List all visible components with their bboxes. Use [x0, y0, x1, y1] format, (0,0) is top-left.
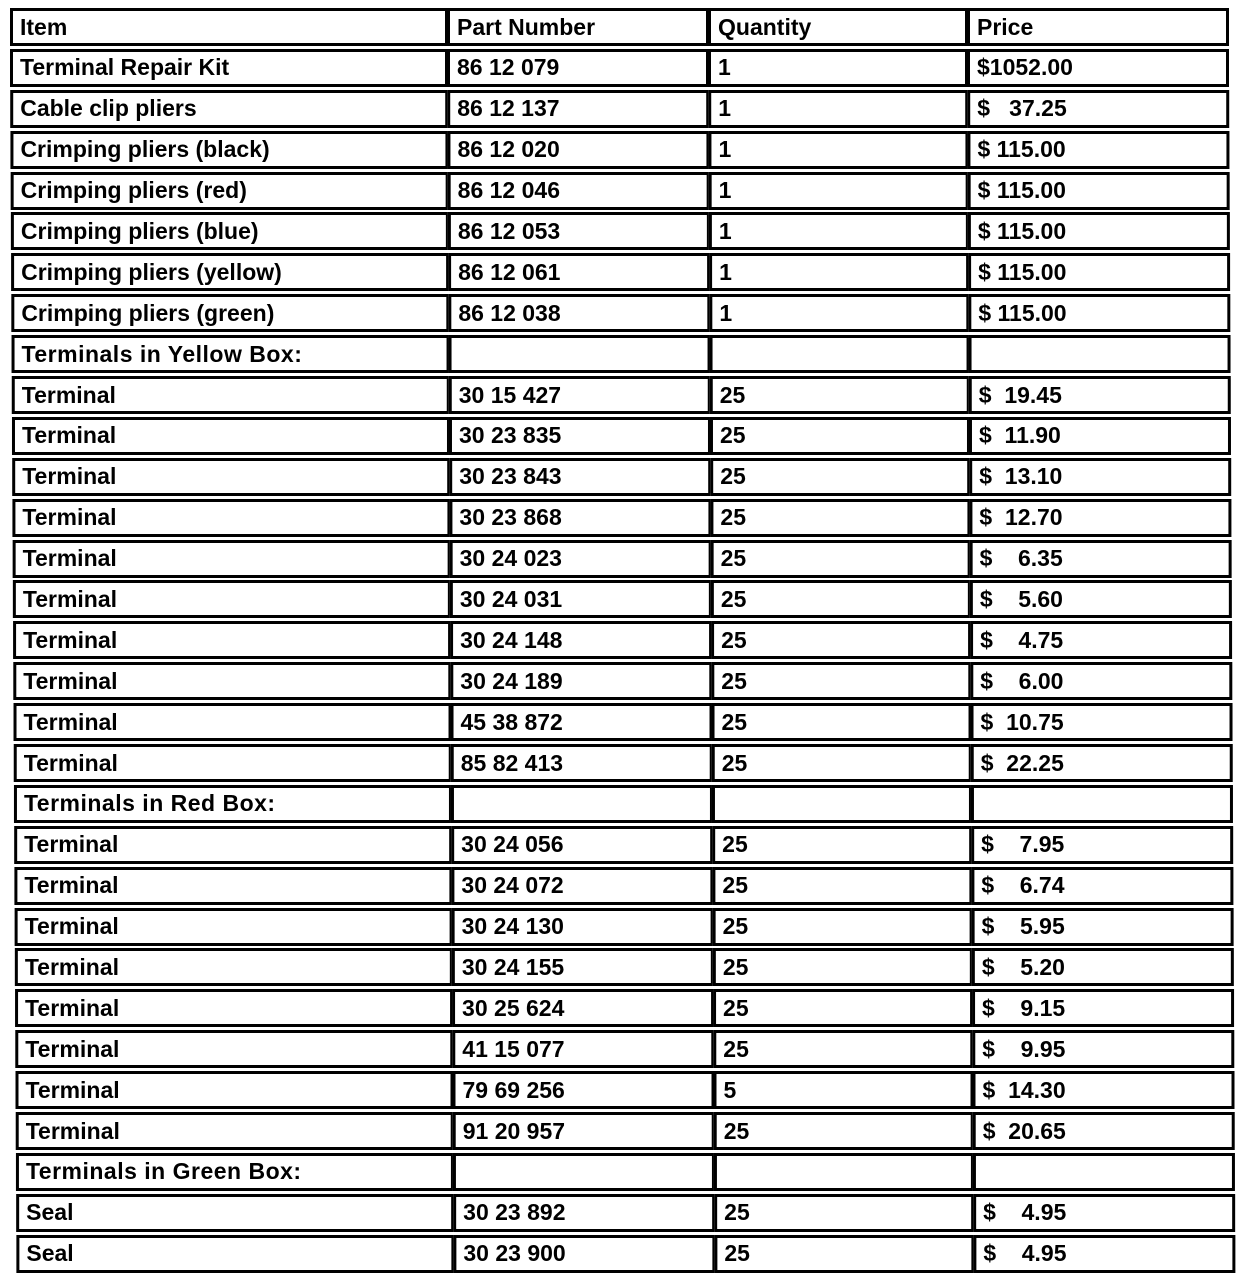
price-cell: $ 9.15	[972, 989, 1234, 1027]
price-cell: $ 9.95	[972, 1030, 1234, 1068]
table-row	[11, 294, 1233, 332]
part-number-cell: 30 23 868	[449, 499, 711, 537]
part-number-cell: 85 82 413	[451, 744, 713, 782]
quantity-cell: 25	[712, 867, 972, 905]
table-row	[16, 1071, 1238, 1109]
part-number-cell: 86 12 020	[447, 131, 709, 169]
part-number-cell: 86 12 038	[448, 294, 710, 332]
item-name-cell: Terminal	[15, 908, 453, 946]
part-number-cell: 30 24 031	[450, 580, 712, 618]
quantity-cell: 25	[710, 417, 970, 455]
quantity-cell: 1	[708, 131, 968, 169]
quantity-cell	[710, 335, 970, 373]
part-number-cell: 30 23 835	[449, 417, 711, 455]
item-name-cell: Seal	[16, 1235, 454, 1273]
part-number-cell: 30 24 148	[450, 621, 712, 659]
price-cell: $ 4.95	[973, 1194, 1235, 1232]
price-cell: $ 14.30	[973, 1071, 1235, 1109]
part-number-cell: 30 23 843	[449, 458, 711, 496]
price-cell: $ 115.00	[967, 131, 1229, 169]
item-name-cell: Terminal	[15, 989, 453, 1027]
item-name-cell: Crimping pliers (green)	[11, 294, 449, 332]
quantity-cell: 25	[711, 662, 971, 700]
part-number-cell: 30 23 900	[453, 1235, 715, 1273]
quantity-cell: 25	[710, 499, 970, 537]
table-row	[14, 867, 1236, 905]
part-number-cell: 30 24 072	[451, 867, 713, 905]
quantity-cell: 25	[714, 1194, 974, 1232]
table-row	[14, 703, 1236, 741]
item-name-cell: Terminal	[16, 1071, 454, 1109]
item-name-cell: Terminal	[14, 867, 452, 905]
part-number-cell: 91 20 957	[453, 1112, 715, 1150]
quantity-cell: 25	[712, 744, 972, 782]
quantity-cell: 25	[713, 908, 973, 946]
table-header-row	[10, 8, 1232, 46]
table-row	[13, 662, 1235, 700]
column-header-part-number: Part Number	[447, 8, 709, 46]
table-row	[15, 989, 1237, 1027]
part-number-cell	[453, 1153, 715, 1191]
part-number-cell: 30 24 189	[450, 662, 712, 700]
part-number-cell: 30 15 427	[449, 376, 711, 414]
item-name-cell: Terminal	[15, 1030, 453, 1068]
table-row	[11, 172, 1233, 210]
item-name-cell: Cable clip pliers	[10, 90, 448, 128]
section-title-cell: Terminals in Red Box:	[14, 785, 452, 823]
price-cell: $ 12.70	[969, 499, 1231, 537]
part-number-cell: 86 12 061	[448, 253, 710, 291]
quantity-cell: 5	[714, 1071, 974, 1109]
table-body	[10, 49, 1232, 1273]
item-name-cell: Terminal Repair Kit	[10, 49, 448, 87]
quantity-cell: 25	[711, 621, 971, 659]
quantity-cell: 1	[709, 294, 969, 332]
table-row	[16, 1235, 1238, 1273]
part-number-cell	[449, 335, 711, 373]
price-cell: $ 6.74	[971, 867, 1233, 905]
column-header-quantity: Quantity	[708, 8, 968, 46]
item-name-cell: Terminal	[12, 499, 450, 537]
price-cell: $ 4.75	[970, 621, 1232, 659]
quantity-cell: 25	[711, 580, 971, 618]
part-number-cell: 30 24 130	[452, 908, 714, 946]
part-number-cell: 30 24 056	[451, 826, 713, 864]
table-row	[10, 49, 1232, 87]
column-header-item: Item	[10, 8, 448, 46]
quantity-cell: 25	[714, 1235, 974, 1273]
section-title-cell: Terminals in Green Box:	[16, 1153, 454, 1191]
price-cell: $ 5.60	[970, 580, 1232, 618]
price-cell: $ 115.00	[968, 212, 1230, 250]
item-name-cell: Terminal	[15, 948, 453, 986]
table-row	[11, 253, 1233, 291]
price-cell: $ 4.95	[973, 1235, 1235, 1273]
table-row	[11, 212, 1233, 250]
quantity-cell: 25	[710, 458, 970, 496]
item-name-cell: Crimping pliers (blue)	[11, 212, 449, 250]
item-name-cell: Terminal	[12, 376, 450, 414]
quantity-cell: 1	[708, 90, 968, 128]
item-name-cell: Terminal	[14, 826, 452, 864]
quantity-cell: 25	[713, 989, 973, 1027]
price-cell: $ 7.95	[971, 826, 1233, 864]
item-name-cell: Terminal	[14, 703, 452, 741]
item-name-cell: Terminal	[14, 744, 452, 782]
table-row	[15, 908, 1237, 946]
price-cell: $ 10.75	[971, 703, 1233, 741]
table-row	[13, 580, 1235, 618]
item-name-cell: Terminal	[13, 621, 451, 659]
item-name-cell: Crimping pliers (black)	[10, 131, 448, 169]
table-row	[12, 499, 1234, 537]
item-name-cell: Terminal	[13, 540, 451, 578]
quantity-cell: 25	[711, 540, 971, 578]
price-cell: $ 115.00	[968, 294, 1230, 332]
price-cell	[969, 335, 1231, 373]
part-number-cell: 41 15 077	[452, 1030, 714, 1068]
item-name-cell: Terminal	[13, 580, 451, 618]
part-number-cell	[451, 785, 713, 823]
item-name-cell: Terminal	[13, 662, 451, 700]
part-number-cell: 30 23 892	[453, 1194, 715, 1232]
item-name-cell: Seal	[16, 1194, 454, 1232]
price-cell: $ 20.65	[973, 1112, 1235, 1150]
section-header-row	[16, 1153, 1238, 1191]
price-cell: $ 6.35	[970, 540, 1232, 578]
quantity-cell: 25	[713, 1030, 973, 1068]
item-name-cell: Crimping pliers (red)	[11, 172, 449, 210]
quantity-cell: 25	[712, 826, 972, 864]
part-number-cell: 86 12 053	[448, 212, 710, 250]
item-name-cell: Terminal	[12, 417, 450, 455]
table-row	[10, 131, 1232, 169]
price-cell: $ 19.45	[969, 376, 1231, 414]
parts-price-table	[10, 8, 1232, 1276]
part-number-cell: 30 24 155	[452, 948, 714, 986]
part-number-cell: 86 12 046	[448, 172, 710, 210]
quantity-cell: 1	[709, 212, 969, 250]
price-cell: $ 5.20	[972, 948, 1234, 986]
quantity-cell: 25	[714, 1112, 974, 1150]
table-row	[16, 1112, 1238, 1150]
price-cell: $ 22.25	[971, 744, 1233, 782]
table-row	[12, 417, 1234, 455]
part-number-cell: 86 12 137	[447, 90, 709, 128]
price-cell: $ 115.00	[968, 253, 1230, 291]
item-name-cell: Terminal	[12, 458, 450, 496]
table-row	[10, 90, 1232, 128]
table-row	[14, 826, 1236, 864]
quantity-cell	[712, 785, 972, 823]
item-name-cell: Crimping pliers (yellow)	[11, 253, 449, 291]
part-number-cell: 45 38 872	[451, 703, 713, 741]
price-cell: $ 6.00	[970, 662, 1232, 700]
price-cell: $ 115.00	[968, 172, 1230, 210]
table-row	[12, 458, 1234, 496]
column-header-price: Price	[967, 8, 1229, 46]
table-row	[13, 621, 1235, 659]
table-row	[13, 540, 1235, 578]
table-row	[15, 1030, 1237, 1068]
quantity-cell: 1	[708, 49, 968, 87]
part-number-cell: 86 12 079	[447, 49, 709, 87]
table-row	[14, 744, 1236, 782]
quantity-cell	[714, 1153, 974, 1191]
price-cell: $ 11.90	[969, 417, 1231, 455]
table-row	[12, 376, 1234, 414]
table-row	[15, 948, 1237, 986]
quantity-cell: 25	[712, 703, 972, 741]
part-number-cell: 79 69 256	[453, 1071, 715, 1109]
price-cell: $ 5.95	[972, 908, 1234, 946]
price-cell: $ 37.25	[967, 90, 1229, 128]
item-name-cell: Terminal	[16, 1112, 454, 1150]
part-number-cell: 30 24 023	[450, 540, 712, 578]
quantity-cell: 25	[710, 376, 970, 414]
table-row	[16, 1194, 1238, 1232]
price-cell	[973, 1153, 1235, 1191]
quantity-cell: 25	[713, 948, 973, 986]
price-cell	[971, 785, 1233, 823]
part-number-cell: 30 25 624	[452, 989, 714, 1027]
quantity-cell: 1	[709, 253, 969, 291]
section-header-row	[12, 335, 1234, 373]
section-title-cell: Terminals in Yellow Box:	[12, 335, 450, 373]
price-cell: $ 13.10	[969, 458, 1231, 496]
section-header-row	[14, 785, 1236, 823]
price-cell: $1052.00	[967, 49, 1229, 87]
quantity-cell: 1	[709, 172, 969, 210]
